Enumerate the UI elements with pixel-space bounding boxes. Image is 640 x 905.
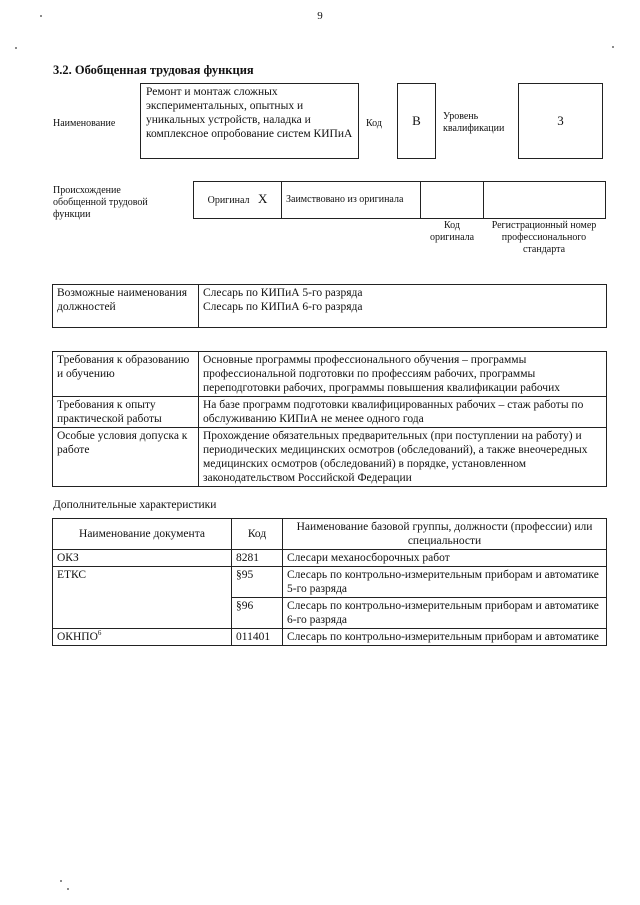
additional-header-row <box>53 519 607 550</box>
footnote-marker: 6 <box>97 629 102 638</box>
origin-table <box>193 181 606 219</box>
doc-cell: ОКЗ <box>53 550 232 567</box>
requirement-value: Основные программы профессионального обучения – программы профессиональной подготовки по профессиям рабочих, программы переподготовки рабочих, программы повышения квалификации рабочих <box>199 352 607 397</box>
page-number: 9 <box>317 10 323 22</box>
code-cell: 8281 <box>232 550 283 567</box>
requirement-value: Прохождение обязательных предварительных (при поступлении на работу) и периодических медицинских осмотров (обследований), а также внеочередных медицинских осмотров (обследований) в порядке, установленном законодательством Российской Федерации <box>199 428 607 487</box>
requirement-row <box>53 397 607 428</box>
scan-speck <box>15 47 17 49</box>
requirement-value: На базе программ подготовки квалифицированных рабочих – стаж работы по обслуживанию КИПиА не менее одного года <box>199 397 607 428</box>
position-item: Слесарь по КИПиА 6-го разряда <box>203 301 363 313</box>
original-mark: X <box>258 191 268 206</box>
name-label: Наименование <box>53 118 116 129</box>
positions-values-cell <box>199 285 607 328</box>
requirements-table <box>52 351 607 487</box>
origin-reg-cell <box>484 182 606 219</box>
additional-row <box>53 629 607 646</box>
level-label: Уровень квалификации <box>443 111 505 134</box>
position-item: Слесарь по КИПиА 5-го разряда <box>203 287 363 299</box>
scan-speck <box>612 46 614 48</box>
header-code: Код <box>232 519 283 550</box>
code-cell: §96 <box>232 598 283 629</box>
name-cell: Слесарь по контрольно-измерительным приборам и автоматике 6-го разряда <box>283 598 607 629</box>
name-cell: Слесарь по контрольно-измерительным приборам и автоматике <box>283 629 607 646</box>
scan-speck <box>40 15 42 17</box>
reg-caption: Регистрационный номер профессионального стандарта <box>491 220 597 255</box>
origin-code-cell <box>421 182 484 219</box>
header-name: Наименование базовой группы, должности (профессии) или специальности <box>283 519 607 550</box>
additional-title: Дополнительные характеристики <box>53 499 217 511</box>
positions-label: Возможные наименования должностей <box>53 285 199 328</box>
original-label: Оригинал <box>207 195 250 206</box>
code-cell: 011401 <box>232 629 283 646</box>
requirement-label: Требования к образованию и обучению <box>53 352 199 397</box>
level-value-box <box>518 83 603 159</box>
code-value: В <box>412 113 421 128</box>
name-cell: Слесарь по контрольно-измерительным приборам и автоматике 5-го разряда <box>283 567 607 598</box>
code-label: Код <box>366 118 382 129</box>
section-title: 3.2. Обобщенная трудовая функция <box>53 63 254 77</box>
scan-speck <box>60 880 62 882</box>
doc-cell: ЕТКС <box>53 567 232 629</box>
name-value-box: Ремонт и монтаж сложных экспериментальных, опытных и уникальных устройств, наладка и комплексное опробование систем КИПиА <box>140 83 359 159</box>
positions-table <box>52 284 607 328</box>
additional-table <box>52 518 607 646</box>
borrowed-cell: Заимствовано из оригинала <box>282 182 421 219</box>
additional-row <box>53 567 607 598</box>
code-caption: Код оригинала <box>429 220 475 243</box>
code-cell: §95 <box>232 567 283 598</box>
origin-label: Происхождение обобщенной трудовой функции <box>53 185 148 220</box>
additional-row <box>53 550 607 567</box>
requirement-label: Требования к опыту практической работы <box>53 397 199 428</box>
requirement-row <box>53 428 607 487</box>
name-cell: Слесари механосборочных работ <box>283 550 607 567</box>
requirement-label: Особые условия допуска к работе <box>53 428 199 487</box>
doc-cell <box>53 629 232 646</box>
requirement-row <box>53 352 607 397</box>
code-value-box <box>397 83 436 159</box>
doc-name: ОКНПО <box>57 631 98 643</box>
scan-speck <box>67 888 69 890</box>
level-value: 3 <box>557 113 564 128</box>
header-doc: Наименование документа <box>53 519 232 550</box>
original-cell <box>194 182 282 219</box>
